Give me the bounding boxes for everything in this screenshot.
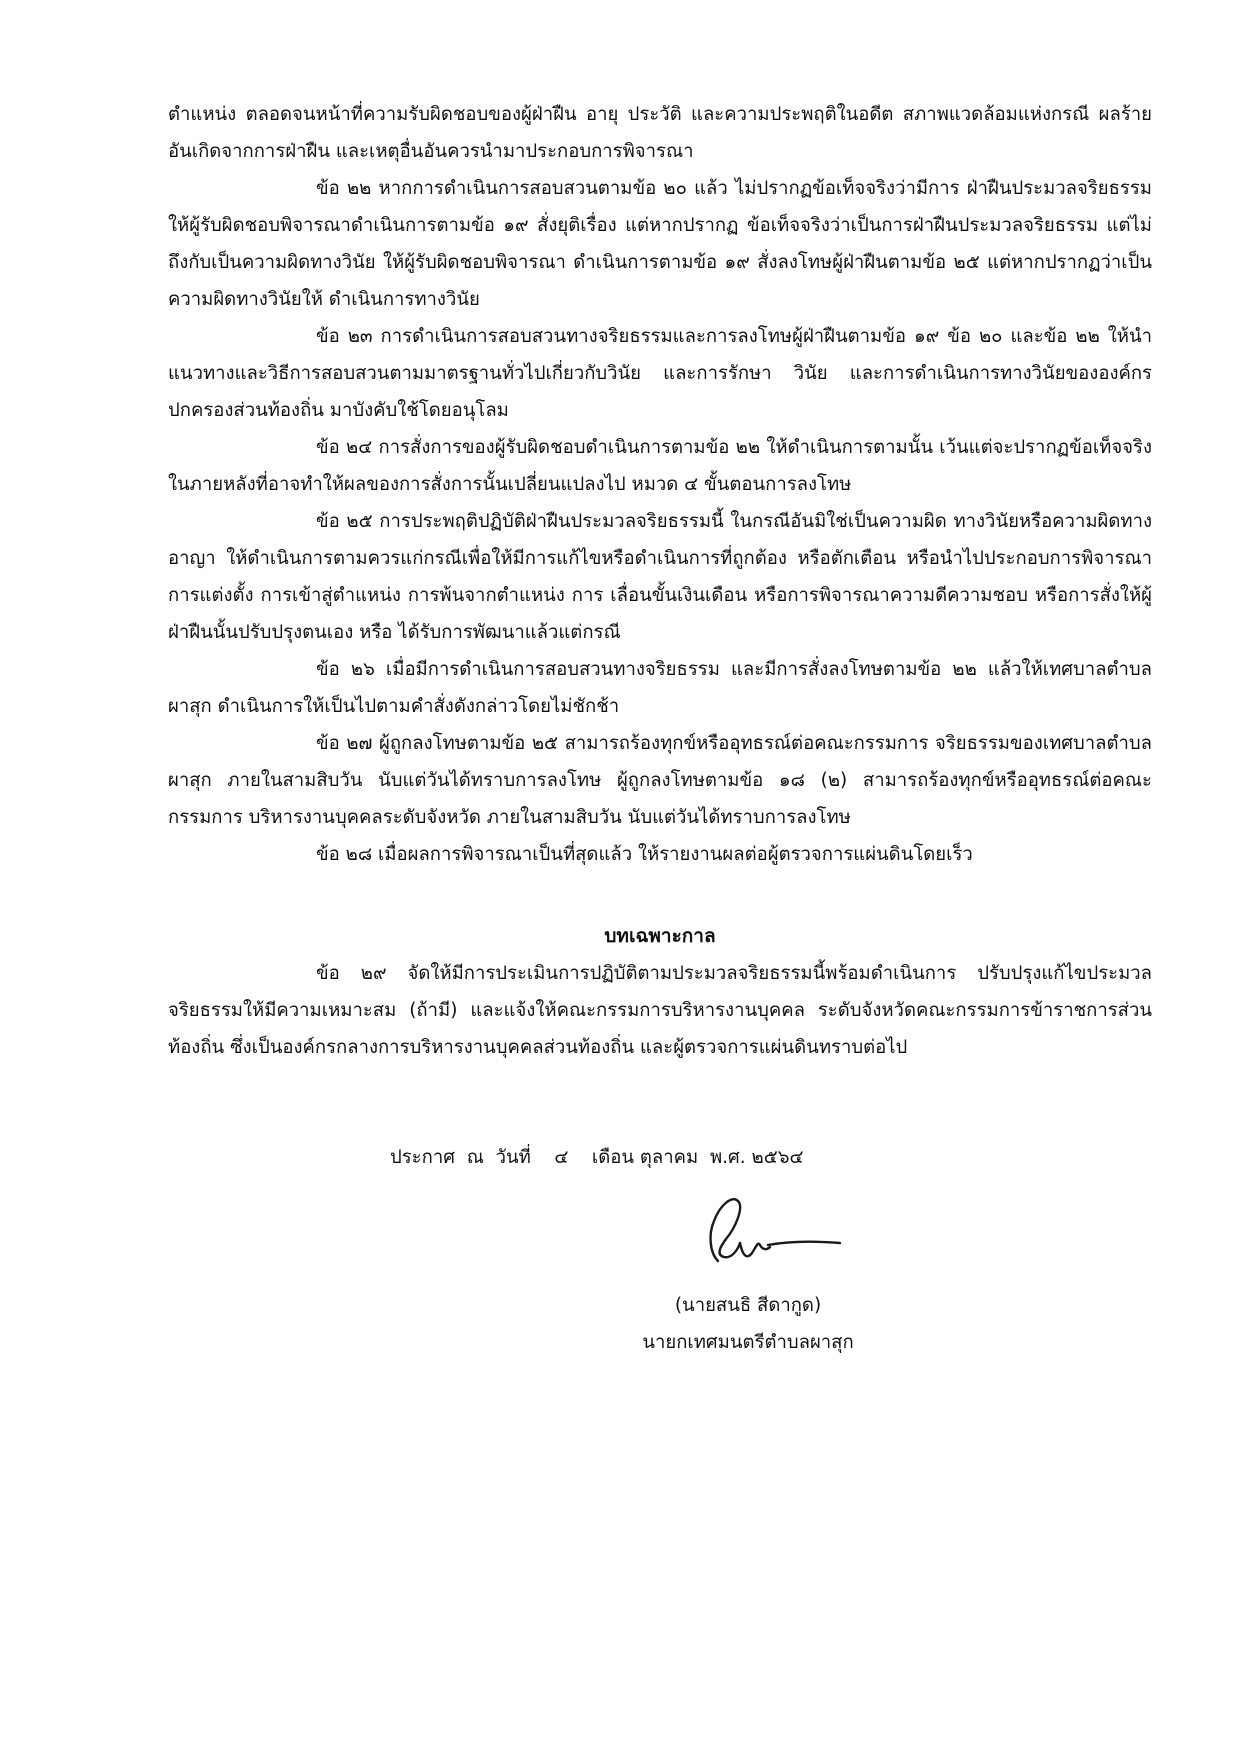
- paragraph-article-26: ข้อ ๒๖ เมื่อมีการดำเนินการสอบสวนทางจริยธรรม และมีการสั่งลงโทษตามข้อ ๒๒ แล้วให้เทศบาลตำบลผาสุก ดำเนินการให้เป็นไปตามคำสั่งดังกล่าวโดยไม่ชักช้า: [168, 659, 1152, 717]
- paragraph-article-25: ข้อ ๒๕ การประพฤติปฏิบัติฝ่าฝืนประมวลจริยธรรมนี้ ในกรณีอันมิใช่เป็นความผิด ทางวินัยหรือความผิดทางอาญา ให้ดำเนินการตามควรแก่กรณีเพื่อให้มีการแก้ไขหรือดำเนินการที่ถูกต้อง หรือตักเตือน หรือนำไปประกอบการพิจารณาการแต่งตั้ง การเข้าสู่ตำแหน่ง การพ้นจากตำแหน่ง การ เลื่อนขั้นเงินเดือน หรือการพิจารณาความดีความชอบ หรือการสั่งให้ผู้ฝ่าฝืนนั้นปรับปรุงตนเอง หรือ ได้รับการพัฒนาแล้วแต่กรณี: [168, 511, 1152, 643]
- paragraph-continuation: ตำแหน่ง ตลอดจนหน้าที่ความรับผิดชอบของผู้ฝ่าฝืน อายุ ประวัติ และความประพฤติในอดีต สภาพแวดล้อมแห่งกรณี ผลร้ายอันเกิดจากการฝ่าฝืน และเหตุอื่นอันควรนำมาประกอบการพิจารณา: [168, 104, 1152, 162]
- transitional-heading: บทเฉพาะกาล: [604, 925, 716, 947]
- signer-name: (นายสนธิ สีดากูด): [674, 1295, 822, 1316]
- paragraph-article-29: ข้อ ๒๙ จัดให้มีการประเมินการปฏิบัติตามประมวลจริยธรรมนี้พร้อมดำเนินการ ปรับปรุงแก้ไขประมวลจริยธรรมให้มีความเหมาะสม (ถ้ามี) และแจ้งให้คณะกรรมการบริหารงานบุคคล ระดับจังหวัดคณะกรรมการข้าราชการส่วนท้องถิ่น ซึ่งเป็นองค์กรกลางการบริหารงานบุคคลส่วนท้องถิ่น และผู้ตรวจการแผ่นดินทราบต่อไป: [168, 963, 1152, 1058]
- signature-image: [680, 1183, 850, 1283]
- paragraph-article-23: ข้อ ๒๓ การดำเนินการสอบสวนทางจริยธรรมและการลงโทษผู้ฝ่าฝืนตามข้อ ๑๙ ข้อ ๒๐ และข้อ ๒๒ ให้นำแนวทางและวิธีการสอบสวนตามมาตรฐานทั่วไปเกี่ยวกับวินัย และการรักษา วินัย และการดำเนินการทางวินัยขององค์กรปกครองส่วนท้องถิ่น มาบังคับใช้โดยอนุโลม: [168, 326, 1152, 421]
- regulation-body: [168, 96, 1152, 873]
- announcement-date: ประกาศ ณ วันที่ ๔ เดือน ตุลาคม พ.ศ. ๒๕๖๔: [390, 1147, 804, 1168]
- paragraph-article-28: ข้อ ๒๘ เมื่อผลการพิจารณาเป็นที่สุดแล้ว ให้รายงานผลต่อผู้ตรวจการแผ่นดินโดยเร็ว: [316, 844, 973, 865]
- transitional-section: [168, 955, 1152, 1066]
- paragraph-article-22: ข้อ ๒๒ หากการดำเนินการสอบสวนตามข้อ ๒๐ แล้ว ไม่ปรากฏข้อเท็จจริงว่ามีการ ฝ่าฝืนประมวลจริยธรรม ให้ผู้รับผิดชอบพิจารณาดำเนินการตามข้อ ๑๙ สั่งยุติเรื่อง แต่หากปรากฏ ข้อเท็จจริงว่าเป็นการฝ่าฝืนประมวลจริยธรรม แต่ไม่ถึงกับเป็นความผิดทางวินัย ให้ผู้รับผิดชอบพิจารณา ดำเนินการตามข้อ ๑๙ สั่งลงโทษผู้ฝ่าฝืนตามข้อ ๒๕ แต่หากปรากฏว่าเป็นความผิดทางวินัยให้ ดำเนินการทางวินัย: [168, 178, 1152, 310]
- signer-title: นายกเทศมนตรีตำบลผาสุก: [642, 1332, 854, 1353]
- paragraph-article-27: ข้อ ๒๗ ผู้ถูกลงโทษตามข้อ ๒๕ สามารถร้องทุกข์หรืออุทธรณ์ต่อคณะกรรมการ จริยธรรมของเทศบาลตำบลผาสุก ภายในสามสิบวัน นับแต่วันได้ทราบการลงโทษ ผู้ถูกลงโทษตามข้อ ๑๘ (๒) สามารถร้องทุกข์หรืออุทธรณ์ต่อคณะกรรมการ บริหารงานบุคคลระดับจังหวัด ภายในสามสิบวัน นับแต่วันได้ทราบการลงโทษ: [168, 733, 1152, 828]
- paragraph-article-24: ข้อ ๒๔ การสั่งการของผู้รับผิดชอบดำเนินการตามข้อ ๒๒ ให้ดำเนินการตามนั้น เว้นแต่จะปรากฏข้อเท็จจริงในภายหลังที่อาจทำให้ผลของการสั่งการนั้นเปลี่ยนแปลงไป หมวด ๔ ขั้นตอนการลงโทษ: [168, 437, 1152, 495]
